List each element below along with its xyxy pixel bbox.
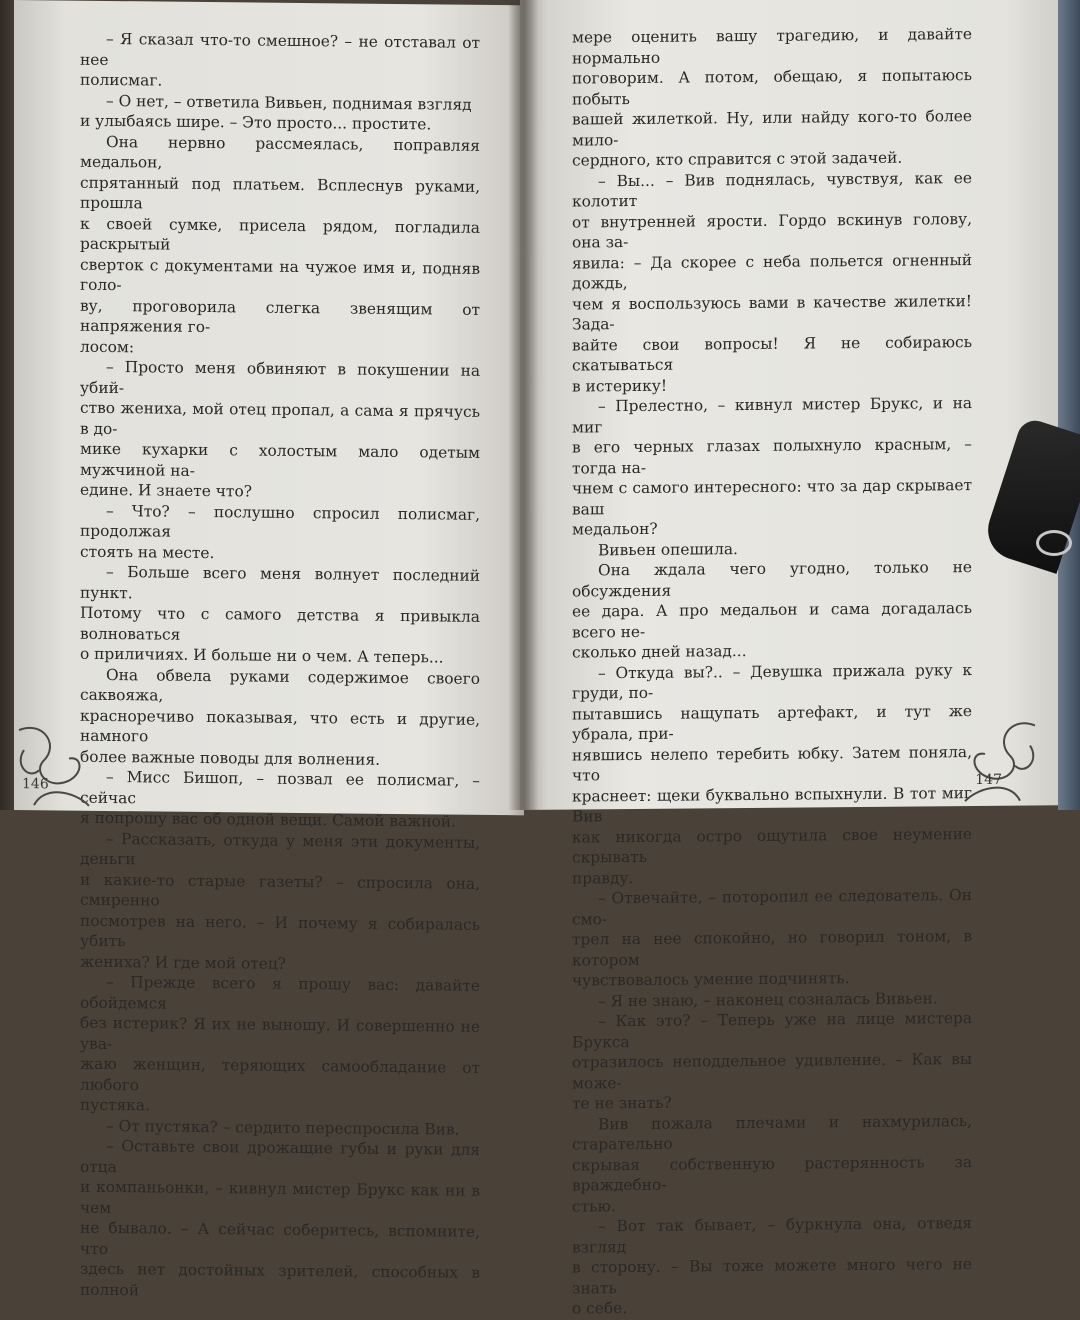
- text-line: Она нервно рассмеялась, поправляя медальон,: [80, 132, 480, 172]
- text-line: скрывая собственную растерянность за враждебно-: [572, 1152, 972, 1195]
- text-line: – Отвечайте, – поторопил ее следователь. Он смо-: [572, 886, 972, 929]
- text-line: пустяка.: [80, 1095, 150, 1115]
- text-line: в сторону. – Вы тоже можете много чего не знать: [572, 1255, 972, 1298]
- text-line: о себе.: [572, 1299, 628, 1318]
- text-line: сердного, кто справится с этой задачей.: [572, 148, 903, 170]
- text-line: – Я сказал что-то смешное? – не отставал от нее: [80, 29, 480, 69]
- background-right: [1058, 0, 1080, 810]
- text-line: стоять на месте.: [80, 542, 215, 562]
- right-page: [520, 0, 1060, 1318]
- left-page: [14, 0, 524, 1299]
- text-line: чнем с самого интересного: что за дар скрывает ваш: [572, 476, 972, 519]
- text-line: в истерику!: [572, 376, 668, 396]
- text-line: более важные поводы для волнения.: [80, 747, 381, 769]
- text-line: вайте свои вопросы! Я не собираюсь скатываться: [572, 332, 972, 375]
- text-line: полисмаг.: [80, 70, 163, 90]
- text-line: о приличиях. И больше ни о чем. А теперь...: [80, 644, 444, 667]
- text-line: ву, проговорила слегка звенящим от напряжения го-: [80, 296, 480, 337]
- text-line: Она обвела руками содержимое своего саквояжа,: [80, 665, 480, 705]
- text-line: жениха? И где мой отец?: [80, 952, 287, 973]
- text-line: нявшись нелепо теребить юбку. Затем поняла, что: [572, 742, 972, 785]
- text-line: – О нет, – ответила Вивьен, поднимая взгляд: [106, 91, 472, 114]
- binder-clip-ring: [1036, 530, 1072, 556]
- corner-ornament: [14, 710, 104, 811]
- text-line: Она ждала чего угодно, только не обсуждения: [572, 558, 972, 601]
- text-line: – Прелестно, – кивнул мистер Брукс, и на миг: [572, 394, 972, 437]
- left-page-text: [80, 29, 480, 1304]
- text-line: сверток с документами на чужое имя и, подняв голо-: [80, 255, 480, 295]
- text-line: без истерик? Я их не выношу. И совершенно не ува-: [80, 1013, 480, 1053]
- text-line: – Откуда вы?.. – Девушка прижала руку к груди, по-: [572, 660, 972, 703]
- text-line: посмотрев на него. – И почему я собиралась убить: [80, 911, 480, 951]
- text-line: лосом:: [80, 337, 135, 356]
- corner-ornament: [950, 705, 1040, 806]
- text-line: – От пустяка? – сердито переспросила Вив.: [106, 1116, 460, 1139]
- text-line: мике кухарки с холостым мало одетым мужчиной на-: [80, 439, 480, 480]
- text-line: ство жениха, мой отец пропал, а сама я прячусь в до-: [80, 398, 480, 438]
- text-line: чем я воспользуюсь вами в качестве жилетки! Зада-: [572, 291, 972, 334]
- text-line: пытавшись нащупать артефакт, и тут же убрала, при-: [572, 701, 972, 744]
- text-line: и какие-то старые газеты? – спросила она, смиренно: [80, 870, 480, 910]
- text-line: – Прежде всего я прошу вас: давайте обойдемся: [80, 972, 480, 1013]
- text-line: ее дара. А про медальон и сама догадалась всего не-: [572, 599, 972, 642]
- text-line: Вив пожала плечами и нахмурилась, старательно: [572, 1111, 972, 1154]
- text-line: спрятанный под платьем. Всплеснув руками, прошла: [80, 173, 480, 213]
- text-line: стью.: [572, 1196, 616, 1216]
- text-line: те не знать?: [572, 1093, 672, 1113]
- page-number: 147: [975, 771, 1002, 789]
- page-number: 146: [22, 776, 49, 793]
- text-line: – Я не знаю, – наконец созналась Вивьен.: [598, 988, 938, 1010]
- text-line: здесь нет достойных зрителей, способных в полной: [80, 1259, 480, 1299]
- text-line: – Как это? – Теперь уже на лице мистера Брукса: [572, 1009, 972, 1052]
- text-line: сколько дней назад...: [572, 642, 747, 662]
- text-line: Потому что с самого детства я привыкла волноваться: [80, 603, 480, 644]
- text-line: – Оставьте свои дрожащие губы и руки для отца: [80, 1136, 480, 1176]
- text-line: и компаньонки, – кивнул мистер Брукс как ни в чем: [80, 1177, 480, 1217]
- text-line: я попрошу вас об одной вещи. Самой важной.: [80, 808, 457, 831]
- text-line: чувствовалось умение подчинять.: [572, 969, 850, 990]
- text-line: трел на нее спокойно, но говорил тоном, в котором: [572, 927, 972, 970]
- text-line: – Вот так бывает, – буркнула она, отведя взгляд: [572, 1214, 972, 1257]
- text-line: – Что? – послушно спросил полисмаг, продолжая: [80, 501, 480, 541]
- text-line: как никогда остро ощутила свое неумение скрывать: [572, 824, 972, 867]
- book-gutter: [508, 0, 538, 810]
- text-line: правду.: [572, 868, 634, 888]
- text-line: – Мисс Бишоп, – позвал ее полисмаг, – сейчас: [80, 767, 480, 807]
- text-line: и улыбаясь шире. – Это просто... простите.: [80, 111, 432, 134]
- text-line: Вивьен опешила.: [598, 539, 738, 559]
- right-page-text: [572, 24, 972, 1319]
- text-line: – Просто меня обвиняют в покушении на убий-: [80, 357, 480, 397]
- text-line: отразилось неподдельное удивление. – Как вы може-: [572, 1050, 972, 1093]
- text-line: красноречиво показывая, что есть и другие, намного: [80, 706, 480, 746]
- text-line: к своей сумке, присела рядом, погладила раскрытый: [80, 214, 480, 254]
- text-line: не бывало. – А сейчас соберитесь, вспомните, что: [80, 1218, 480, 1258]
- text-line: краснеет: щеки буквально вспыхнули. В тот миг Вив: [572, 783, 972, 826]
- text-line: – Вы... – Вив поднялась, чувствуя, как ее колотит: [572, 168, 972, 211]
- text-line: едине. И знаете что?: [80, 480, 252, 501]
- text-line: от внутренней ярости. Гордо вскинув голову, она за-: [572, 209, 972, 252]
- text-line: поговорим. А потом, обещаю, я попытаюсь побыть: [572, 66, 972, 109]
- text-line: жаю женщин, теряющих самообладание от любого: [80, 1054, 480, 1094]
- text-line: – Больше всего меня волнует последний пункт.: [80, 562, 480, 602]
- text-line: явила: – Да скорее с неба польется огненный дождь,: [572, 250, 972, 293]
- text-line: вашей жилеткой. Ну, или найду кого-то более мило-: [572, 107, 972, 150]
- text-line: – Рассказать, откуда у меня эти документы, деньги: [80, 829, 480, 869]
- text-line: в его черных глазах полыхнуло красным, – тогда на-: [572, 435, 972, 478]
- text-line: медальон?: [572, 519, 658, 539]
- text-line: мере оценить вашу трагедию, и давайте нормально: [572, 25, 972, 68]
